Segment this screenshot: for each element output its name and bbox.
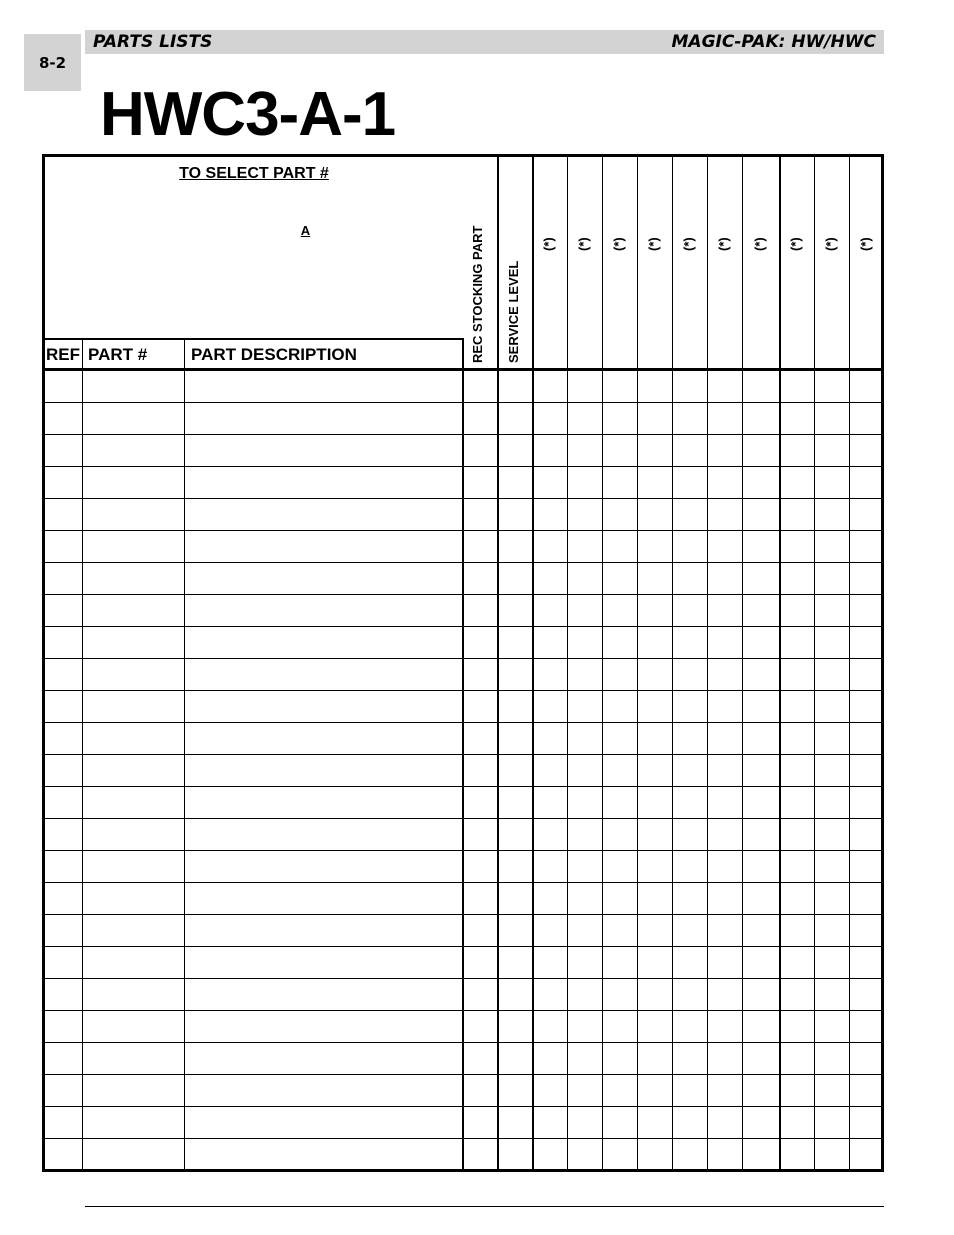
column-divider: [532, 157, 534, 1169]
table-row-divider: [45, 978, 881, 979]
ref-column-header: REF: [46, 345, 80, 364]
page-title: HWC3-A-1: [100, 80, 396, 149]
table-row-divider: [45, 914, 881, 915]
part-description-column-header: PART DESCRIPTION: [191, 345, 357, 364]
column-divider: [779, 157, 781, 1169]
table-row-divider: [45, 1106, 881, 1107]
rec-stocking-column-header: REC STOCKING PART: [470, 225, 485, 363]
table-row-divider: [45, 1138, 881, 1139]
part-number-column-header: PART #: [88, 345, 148, 364]
table-row-divider: [45, 882, 881, 883]
footer-rule: [85, 1206, 884, 1207]
table-row-divider: [45, 530, 881, 531]
model-mark: (*): [646, 237, 661, 251]
table-row-divider: [45, 1010, 881, 1011]
table-row-divider: [45, 850, 881, 851]
model-mark: (*): [752, 237, 767, 251]
table-row-divider: [45, 786, 881, 787]
table-row-divider: [45, 402, 881, 403]
column-divider: [637, 157, 638, 1169]
column-divider: [742, 157, 743, 1169]
model-mark: (*): [541, 237, 556, 251]
model-mark: (*): [788, 237, 803, 251]
table-row-divider: [45, 818, 881, 819]
model-mark: (*): [823, 237, 838, 251]
column-divider: [672, 157, 673, 1169]
column-divider: [707, 157, 708, 1169]
column-divider: [567, 157, 568, 1169]
column-divider: [814, 157, 815, 1169]
model-column-label: A: [300, 223, 311, 238]
table-row-divider: [45, 722, 881, 723]
table-row-divider: [45, 690, 881, 691]
model-mark: (*): [576, 237, 591, 251]
table-row-divider: [45, 498, 881, 499]
header-bottom-rule: [45, 368, 881, 371]
column-divider: [497, 157, 499, 1169]
product-title: MAGIC-PAK: HW/HWC: [671, 32, 876, 52]
table-row-divider: [45, 1042, 881, 1043]
page-number-tab: [24, 34, 81, 91]
model-mark: (*): [681, 237, 696, 251]
table-row-divider: [45, 626, 881, 627]
model-mark: (*): [858, 237, 873, 251]
table-row-divider: [45, 466, 881, 467]
service-level-column-header: SERVICE LEVEL: [506, 260, 521, 363]
table-row-divider: [45, 434, 881, 435]
column-divider: [849, 157, 850, 1169]
header-divider: [45, 338, 464, 340]
table-row-divider: [45, 658, 881, 659]
table-row-divider: [45, 754, 881, 755]
table-row-divider: [45, 1074, 881, 1075]
parts-table: [42, 154, 884, 1172]
header-bar: [85, 30, 884, 54]
model-mark: (*): [716, 237, 731, 251]
column-divider: [602, 157, 603, 1169]
page-number: 8-2: [38, 53, 67, 72]
section-title: PARTS LISTS: [93, 32, 213, 52]
table-row-divider: [45, 562, 881, 563]
select-part-heading: TO SELECT PART #: [179, 165, 329, 182]
table-row-divider: [45, 946, 881, 947]
table-row-divider: [45, 594, 881, 595]
model-mark: (*): [611, 237, 626, 251]
